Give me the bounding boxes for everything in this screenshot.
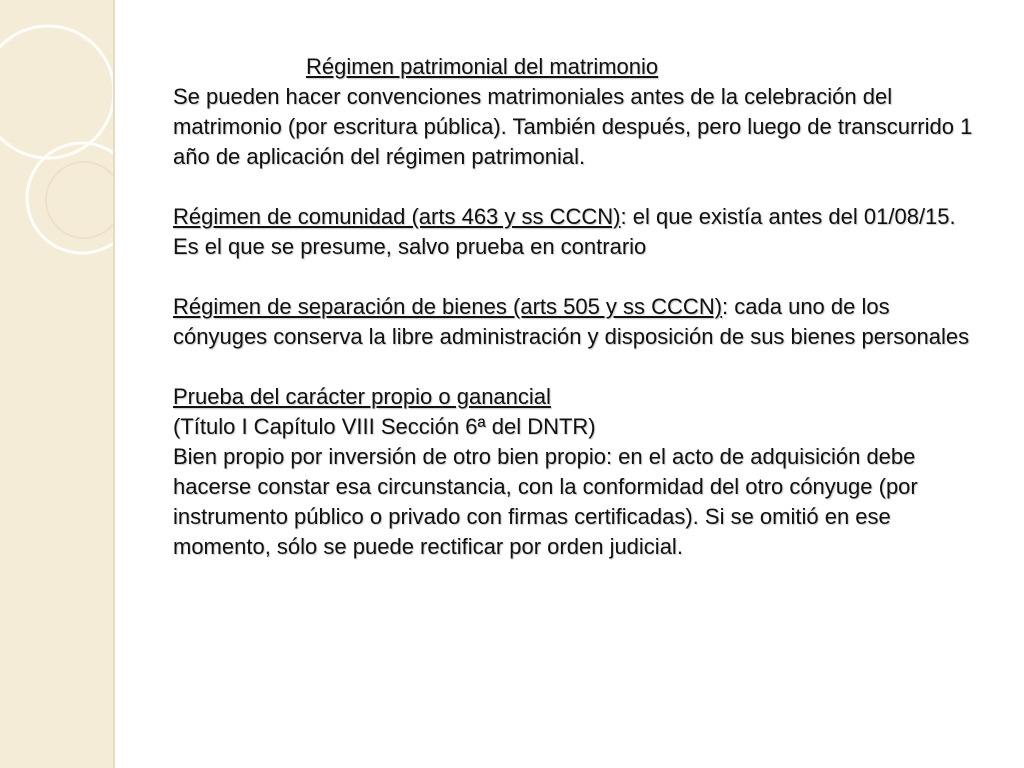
decorative-side-band [0,0,115,768]
prueba-reference: (Título I Capítulo VIII Sección 6ª del DNTR) [173,414,596,439]
separacion-heading: Régimen de separación de bienes (arts 505 y ss CCCN) [173,294,723,319]
spacer [173,172,973,202]
comunidad-paragraph [173,202,973,262]
spacer [173,262,973,292]
slide-content [173,52,973,562]
separacion-paragraph [173,292,973,352]
comunidad-text: : el que existía antes del 01/08/15. Es el que se presume, salvo prueba en contrario [173,204,956,259]
comunidad-heading: Régimen de comunidad (arts 463 y ss CCCN) [173,204,621,229]
spacer [173,352,973,382]
decorative-circles [0,0,113,768]
slide-title: Régimen patrimonial del matrimonio [306,54,659,79]
prueba-text: Bien propio por inversión de otro bien propio: en el acto de adquisición debe hacerse constar esa circunstancia, con la conformidad del otro cónyuge (por instrumento público o privado con firmas certificadas). Si se omitió en ese momento, sólo se puede rectificar por orden judicial. [173,444,918,559]
intro-paragraph: Se pueden hacer convenciones matrimoniales antes de la celebración del matrimonio (por escritura pública). También después, pero luego de transcurrido 1 año de aplicación del régimen patrimonial. [173,84,973,169]
separacion-text: : cada uno de los cónyuges conserva la libre administración y disposición de sus bienes personales [173,294,970,349]
prueba-heading: Prueba del carácter propio o ganancial [173,384,551,409]
